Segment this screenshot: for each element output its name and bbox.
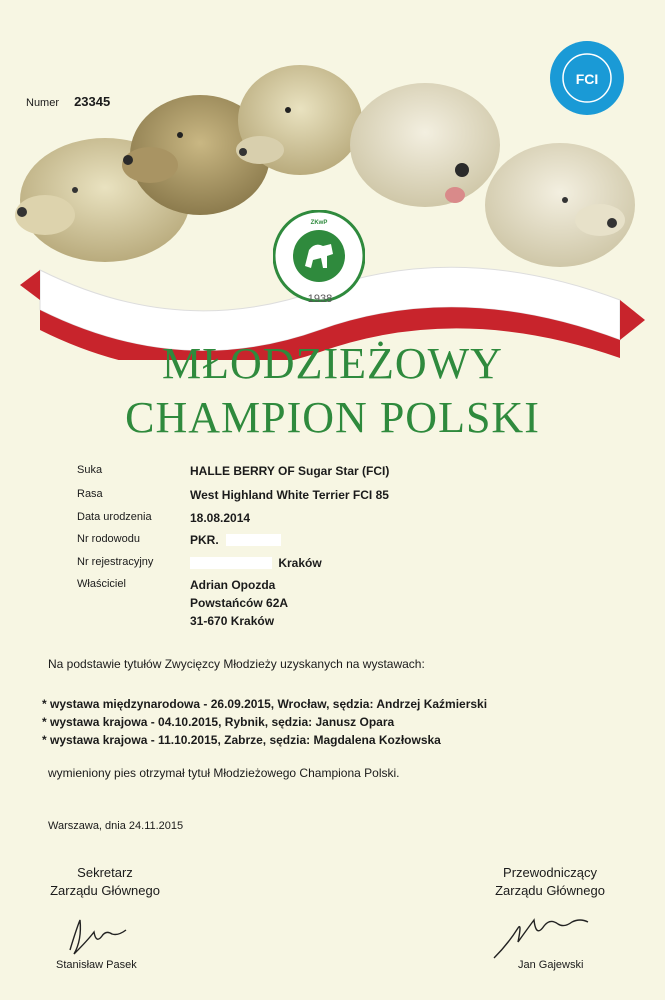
certificate-title-line1: MŁODZIEŻOWY: [162, 339, 503, 388]
show-entry: * wystawa krajowa - 11.10.2015, Zabrze, sędzia: Magdalena Kozłowska: [42, 733, 441, 747]
svg-text:FCI: FCI: [575, 71, 599, 87]
field-value-owner-city: 31-670 Kraków: [190, 614, 275, 628]
signatory-board-right: Zarządu Głównego: [495, 883, 605, 898]
show-entry: * wystawa międzynarodowa - 26.09.2015, Wrocław, sędzia: Andrzej Kaźmierski: [42, 697, 488, 711]
certificate-title-line2: CHAMPION POLSKI: [125, 393, 540, 442]
field-label-owner: Właściciel: [77, 578, 126, 590]
svg-text:ZKwP: ZKwP: [310, 220, 328, 226]
signatory-name-left: Stanisław Pasek: [56, 959, 137, 971]
field-value-rasa: West Highland White Terrier FCI 85: [190, 488, 389, 502]
signatory-title-right: [475, 864, 625, 900]
place-date: Warszawa, dnia 24.11.2015: [48, 820, 184, 832]
certificate-number-label: Numer: [26, 97, 60, 109]
fci-logo: [549, 40, 625, 116]
show-entry: * wystawa krajowa - 04.10.2015, Rybnik, sędzia: Janusz Opara: [42, 715, 395, 729]
founding-year: 1938: [307, 293, 333, 305]
field-label-rasa: Rasa: [77, 488, 103, 500]
field-label-suka: Suka: [77, 464, 103, 476]
registration-city: Kraków: [278, 556, 322, 570]
signatory-role-right: Przewodniczący: [503, 865, 597, 880]
redacted-pedigree-number: [226, 534, 281, 546]
result-text: wymieniony pies otrzymał tytuł Młodzieżowego Championa Polski.: [48, 766, 400, 780]
field-label-registration: Nr rejestracyjny: [77, 556, 154, 568]
field-value-owner-street: Powstańców 62A: [190, 596, 289, 610]
intro-text: Na podstawie tytułów Zwycięzcy Młodzieży uzyskanych na wystawach:: [48, 657, 425, 671]
signature-left: [62, 910, 132, 960]
signature-right: [488, 908, 598, 964]
field-value-pedigree: [190, 533, 281, 547]
redacted-registration-number: [190, 557, 272, 569]
zkwp-logo: [273, 210, 365, 302]
field-value-owner-name: Adrian Opozda: [190, 578, 276, 592]
field-value-suka: HALLE BERRY OF Sugar Star (FCI): [190, 464, 390, 478]
signatory-title-left: [30, 864, 180, 900]
field-label-birthdate: Data urodzenia: [77, 511, 152, 523]
certificate-number-value: 23345: [74, 94, 111, 109]
field-value-birthdate: 18.08.2014: [190, 511, 251, 525]
field-value-registration: [190, 556, 322, 570]
signatory-role-left: Sekretarz: [77, 865, 133, 880]
signatory-board-left: Zarządu Głównego: [50, 883, 160, 898]
signatory-name-right: Jan Gajewski: [518, 959, 584, 971]
pedigree-prefix: PKR.: [190, 533, 219, 547]
field-label-pedigree: Nr rodowodu: [77, 533, 140, 545]
